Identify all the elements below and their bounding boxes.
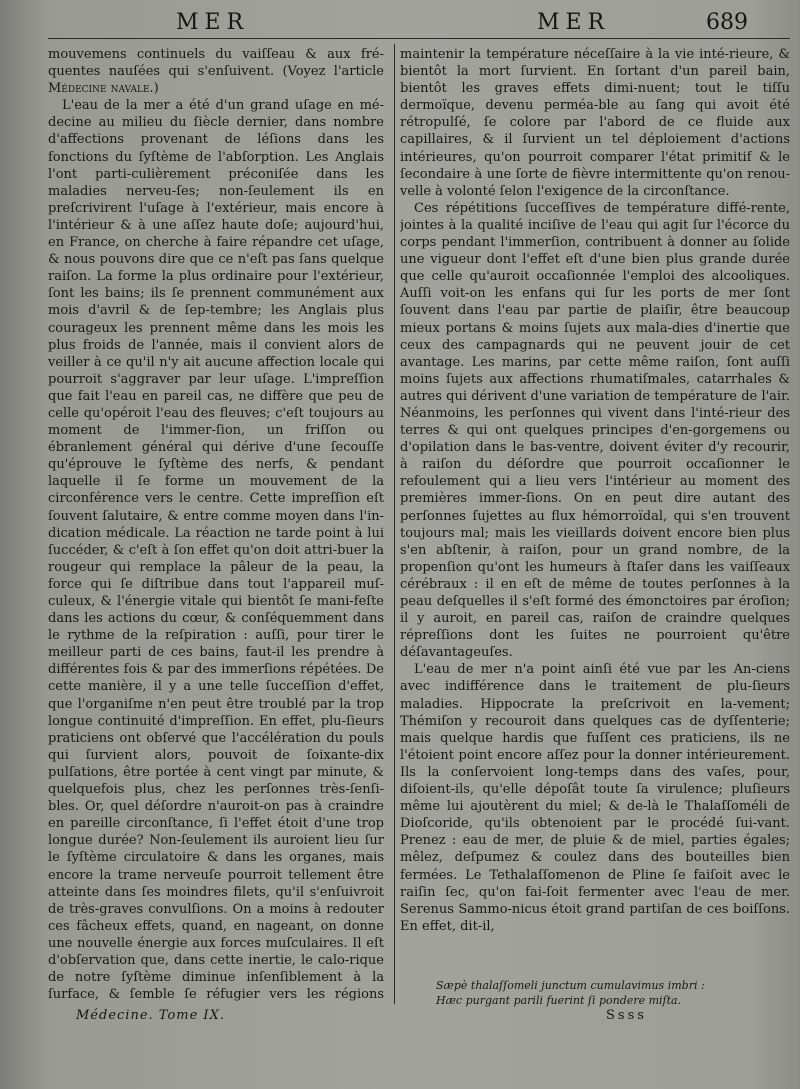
quote-line-2: Hæc purgant parili fuerint ſi pondere miſta. <box>436 994 682 1007</box>
left-paragraph-2: L'eau de la mer a été d'un grand uſage en mé-decine au milieu du ſiècle dernier, dans nombre d'affections provenant de léſions dans les fonctions du ſyſtème de l'abſorption. Les Anglais l'ont parti-culièrement préconiſée dans les maladies nerveu-ſes; non-ſeulement ils en preſcrivirent l'uſage à l'extérieur, mais encore à l'intérieur & à une aſſez haute doſe; aujourd'hui, en France, on cherche à faire répandre cet uſage, & nous pouvons dire que ce n'eſt pas ſans quelque raiſon. La forme la plus ordinaire pour l'extérieur, ſont les bains; ils ſe prennent communément aux mois d'avril & de ſep-tembre; les Anglais plus courageux les prennent même dans les mois les plus froids de l'année, mais il convient alors de veiller à ce qu'il n'y ait aucune affection locale qui pourroit s'aggraver par leur uſage. L'impreſſion que fait l'eau en pareil cas, ne diffère que peu de celle qu'opéroit l'eau des fleuves; c'eſt toujours au moment de l'immer-ſion, un friſſon ou ébranlement général qui dérive d'une ſecouſſe qu'éprouve le ſyſtème des nerfs, & pendant laquelle il ſe forme un mouvement de la circonférence vers le centre. Cette impreſſion eſt ſouvent ſalutaire, & entre comme moyen dans l'in-dication médicale. La réaction ne tarde point à lui ſuccéder, & c'eſt à ſon effet qu'on doit attri-buer la rougeur qui remplace la pâleur de la peau, la force qui ſe diſtribue dans tout l'appareil muſ-culeux, & l'énergie vitale qui bientôt ſe mani-feſte dans les actions du cœur, & conſéquemment dans le rythme de la reſpiration : auſſi, pour tirer le meilleur parti de ces bains, faut-il les prendre à différentes fois & par des immerſions répétées. De cette manière, il y a une telle ſucceſſion d'effet, que l'organiſme n'en peut être troublé par la trop longue continuité d'impreſſion. En effet, plu-ſieurs praticiens ont obſervé que l'accélération du pouls qui ſurvient alors, pouvoit de ſoixante-dix pulſations, être portée à cent vingt par minute, & quelquefois plus, chez les perſonnes très-ſenſi-bles. Or, quel déſordre n'auroit-on pas à craindre en pareille circonſtance, ſi l'effet étoit d'une trop longue durée? Non-ſeulement ils auroient lieu ſur le ſyſtème circulatoire & dans les organes, mais encore la trame nerveuſe pourroit tellement être atteinte dans ſes moindres filets, qu'il s'enſuivroit de très-graves convulſions. On a moins à redouter ces fâcheux effets, quand, en nageant, on donne une nouvelle énergie aux forces muſculaires. Il eſt d'obſervation que, dans cette inertie, le calo-rique de notre ſyſtème diminue inſenſiblement à la ſurface, & ſemble ſe réfugier vers les régions <box>48 98 384 1002</box>
right-column <box>400 46 790 1002</box>
right-paragraph-3: L'eau de mer n'a point ainſi été vue par les An-ciens avec indifférence dans le traitement de plu-ſieurs maladies. Hippocrate la preſcrivoit en la-vement; Thémiſon y recouroit dans quelques cas de dyſſenterie; mais quelque hardis que fuſſent ces praticiens, ils ne l'étoient point encore aſſez pour la donner intérieurement. Ils la conſervoient long-temps dans des vaſes, pour, diſoient-ils, qu'elle dépoſât toute ſa virulence; pluſieurs même lui ajoutèrent du miel; & de-là le Thalaſſoméli de Dioſcoride, qu'ils obtenoient par le procédé ſui-vant. Prenez : eau de mer, de pluie & de miel, parties égales; mêlez, deſpumez & coulez dans des bouteilles bien fermées. Le Tethalaſſomenon de Pline ſe faiſoit avec le raiſin ſec, qu'on fai-ſoit fermenter avec l'eau de mer. Serenus Sammo-nicus étoit grand partiſan de ces boiſſons. En effet, dit-il, <box>400 662 790 934</box>
left-p1-text: mouvemens continuels du vaiſſeau & aux fré-quentes nauſées qui s'enſuivent. (Voyez l'article <box>48 47 384 80</box>
right-paragraph-1: maintenir la température néceſſaire à la vie inté-rieure, & bientôt la mort ſurvient. En ſortant d'un pareil bain, bientôt les graves effets dimi-nuent; tout le tiſſu dermoïque, devenu perméa-ble au ſang qui avoit été rétropulſé, ſe colore par l'abord de ce fluide aux capillaires, & il ſurvient un tel déploiement d'actions intérieures, qu'on pourroit comparer l'état primitif & le ſecondaire à une ſorte de fièvre intermittente qu'on renou-velle à volonté ſelon l'exigence de la circonſtance. <box>400 47 790 199</box>
running-head-right: MER <box>537 10 611 35</box>
left-paragraph-1 <box>48 46 384 97</box>
column-divider <box>394 44 395 1004</box>
footer-volume: Médecine. Tome IX. <box>76 1008 225 1023</box>
running-head-left: MER <box>176 10 250 35</box>
left-column <box>48 46 384 1002</box>
header-rule <box>48 38 790 39</box>
left-p1-tail: .) <box>149 81 159 97</box>
page-number: 689 <box>706 10 748 35</box>
right-paragraph-2: Ces répétitions ſucceſſives de température diffé-rente, jointes à la qualité inciſive de l'eau qui agit ſur l'écorce du corps pendant l'immerſion, contribuent à donner au ſolide une vigueur dont l'effet eſt d'une bien plus grande durée que celle qu'auroit occaſionnée l'emploi des alcooliques. Auſſi voit-on les enfans qui ſur les ports de mer ſont ſouvent dans l'eau par partie de plaiſir, être beaucoup mieux portans & moins ſujets aux mala-dies d'inertie que ceux des campagnards qui ne peuvent jouir de cet avantage. Les marins, par cette même raiſon, ſont auſſi moins ſujets aux affections rhumatiſmales, catarrhales & autres qui dérivent d'une variation de température de l'air. Néanmoins, les perſonnes qui vivent dans l'inté-rieur des terres & qui ont quelques principes d'en-gorgemens ou d'opilation dans le bas-ventre, doivent éviter d'y recourir, à raiſon du déſordre que pourroit occaſionner le refoulement qui a lieu vers l'intérieur au moment des premières immer-ſions. On en peut dire autant des perſonnes ſujettes au flux hémorroïdal, qui s'en trouvent toujours mal; mais les vieillards doivent encore bien plus s'en abſtenir, à raiſon, pour un grand nombre, de la propenſion qu'ont les humeurs à ſtaſer dans les vaiſſeaux cérébraux : il en eſt de même de toutes perſonnes à la peau deſquelles il s'eſt formé des émonctoires par éroſion; il y auroit, en pareil cas, raiſon de craindre quelques répreſſions dont les ſuites ne pourroient qu'être déſavantageuſes. <box>400 200 790 661</box>
latin-quote <box>436 978 705 1008</box>
signature-mark: Ssss <box>606 1008 647 1023</box>
quote-line-1: Sæpè thalaſſomeli junctum cumulavimus imbri : <box>436 979 705 992</box>
cross-reference: Médecine navale <box>48 81 150 97</box>
